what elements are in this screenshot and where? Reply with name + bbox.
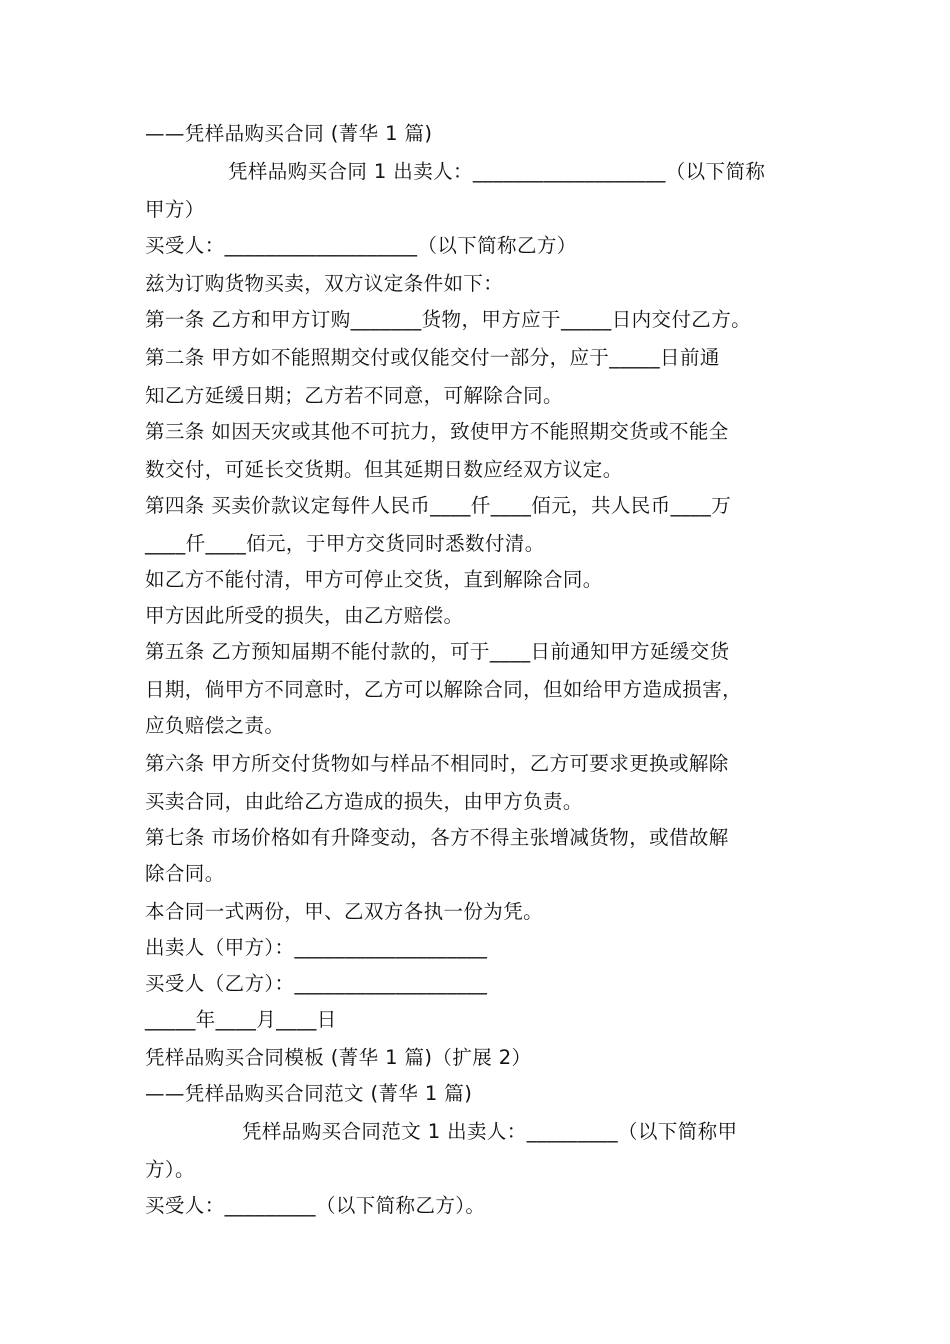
doc-line: ——凭样品购买合同范文 (菁华 1 篇): [145, 1082, 473, 1105]
doc-line: 第三条 如因天灾或其他不可抗力，致使甲方不能照期交货或不能全: [145, 420, 729, 443]
doc-line: 第六条 甲方所交付货物如与样品不相同时，乙方可要求更换或解除: [145, 752, 729, 775]
doc-line: 凭样品购买合同模板 (菁华 1 篇)（扩展 2）: [145, 1046, 532, 1069]
doc-line: 凭样品购买合同范文 1 出卖人：_________（以下简称甲: [242, 1120, 738, 1143]
doc-line: 日期，倘甲方不同意时，乙方可以解除合同，但如给甲方造成损害，: [145, 678, 743, 701]
doc-line: 方）。: [145, 1158, 195, 1181]
doc-line: 买卖合同，由此给乙方造成的损失，由甲方负责。: [145, 790, 583, 813]
doc-line: 买受人：___________________（以下简称乙方）: [145, 234, 577, 257]
doc-line: ____仟____佰元，于甲方交货同时悉数付清。: [145, 532, 545, 555]
doc-line: _____年____月____日: [145, 1008, 337, 1031]
doc-line: 甲方）: [145, 198, 205, 221]
doc-line: 兹为订购货物买卖，双方议定条件如下：: [145, 272, 504, 295]
doc-line: 知乙方延缓日期；乙方若不同意，可解除合同。: [145, 384, 563, 407]
doc-line: 本合同一式两份，甲、乙双方各执一份为凭。: [145, 900, 544, 923]
doc-line: 第七条 市场价格如有升降变动，各方不得主张增减货物，或借故解: [145, 826, 729, 849]
doc-line: 买受人：_________（以下简称乙方）。: [145, 1194, 486, 1217]
doc-line: 第四条 买卖价款议定每件人民币____仟____佰元，共人民币____万: [145, 494, 732, 517]
doc-line: 甲方因此所受的损失，由乙方赔偿。: [145, 604, 464, 627]
doc-line: 第一条 乙方和甲方订购_______货物，甲方应于_____日内交付乙方。: [145, 308, 751, 331]
doc-line: 出卖人（甲方）：___________________: [145, 936, 488, 959]
doc-line: 买受人（乙方）：___________________: [145, 972, 488, 995]
doc-line: 凭样品购买合同 1 出卖人：___________________（以下简称: [228, 160, 766, 183]
doc-line: 应负赔偿之责。: [145, 714, 285, 737]
doc-line: 第五条 乙方预知届期不能付款的，可于____日前通知甲方延缓交货: [145, 640, 730, 663]
doc-line: 除合同。: [145, 862, 225, 885]
doc-line: 第二条 甲方如不能照期交付或仅能交付一部分，应于_____日前通: [145, 346, 720, 369]
doc-line: 如乙方不能付清，甲方可停止交货，直到解除合同。: [145, 568, 603, 591]
doc-line: ——凭样品购买合同 (菁华 1 篇): [145, 122, 433, 145]
doc-line: 数交付，可延长交货期。但其延期日数应经双方议定。: [145, 458, 623, 481]
